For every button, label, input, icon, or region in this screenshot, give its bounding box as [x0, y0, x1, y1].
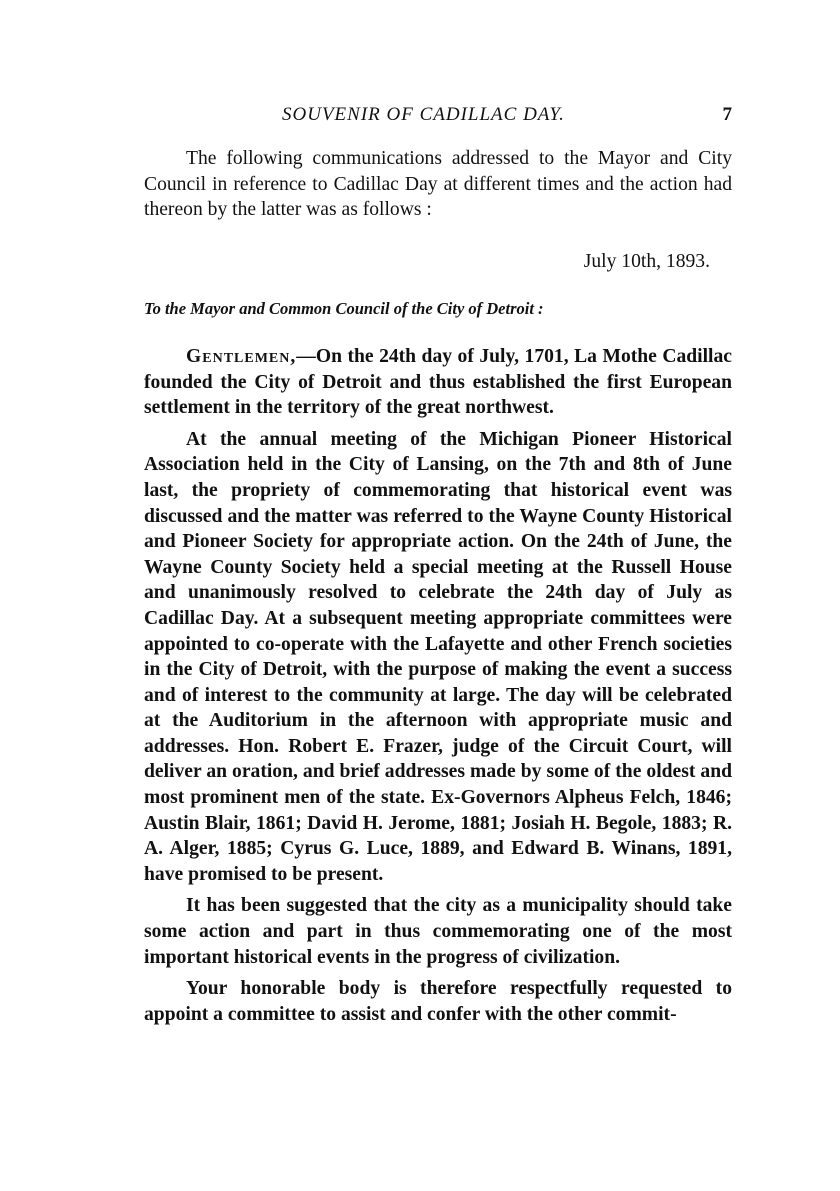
- paragraph-municipality: It has been suggested that the city as a municipality should take some action and part in thus commemorating one of the most important historical events in the progress of civilization.: [144, 895, 732, 968]
- paragraph-founding-text: —On the 24th day of July, 1701, La Mothe Cadillac founded the City of Detroit and thus established the first European settlement in the territory of the great northwest.: [144, 345, 732, 419]
- paragraph-annual-meeting: At the annual meeting of the Michigan Pioneer Historical Association held in the City of Lansing, on the 7th and 8th of June last, the propriety of commemorating that historical event was discussed and the matter was referred to the Wayne County Historical and Pioneer Society for appropriate action. On the 24th of June, the Wayne County Society held a special meeting at the Russell House and unanimously resolved to celebrate the 24th day of July as Cadillac Day. At a subsequent meeting appropriate committees were appointed to co-operate with the Lafayette and other French societies in the City of Detroit, with the purpose of making the event a success and of interest to the community at large. The day will be celebrated at the Auditorium in the afternoon with appropriate music and addresses. Hon. Robert E. Frazer, judge of the Circuit Court, will deliver an oration, and brief addresses made by some of the oldest and most prominent men of the state. Ex-Governors Alpheus Felch, 1846; Austin Blair, 1861; David H. Jerome, 1881; Josiah H. Begole, 1883; R. A. Alger, 1885; Cyrus G. Luce, 1889, and Edward B. Winans, 1891, have promised to be present.: [144, 428, 732, 885]
- salutation: Gentlemen,: [186, 345, 297, 367]
- intro-paragraph: The following communications addressed to the Mayor and City Council in reference to Cadillac Day at different times and the action had thereon by the latter was as follows :: [144, 148, 732, 221]
- page-number: 7: [722, 104, 732, 125]
- paragraph-founding: [144, 344, 732, 421]
- letter-date: July 10th, 1893.: [583, 250, 710, 272]
- running-head: [140, 104, 740, 134]
- running-title: SOUVENIR OF CADILLAC DAY.: [282, 104, 565, 125]
- paragraph-request: Your honorable body is therefore respectfully requested to appoint a committee to assist and confer with the other commit-: [144, 978, 732, 1025]
- letter-address: To the Mayor and Common Council of the City of Detroit :: [144, 299, 544, 319]
- body-text: [144, 146, 732, 1027]
